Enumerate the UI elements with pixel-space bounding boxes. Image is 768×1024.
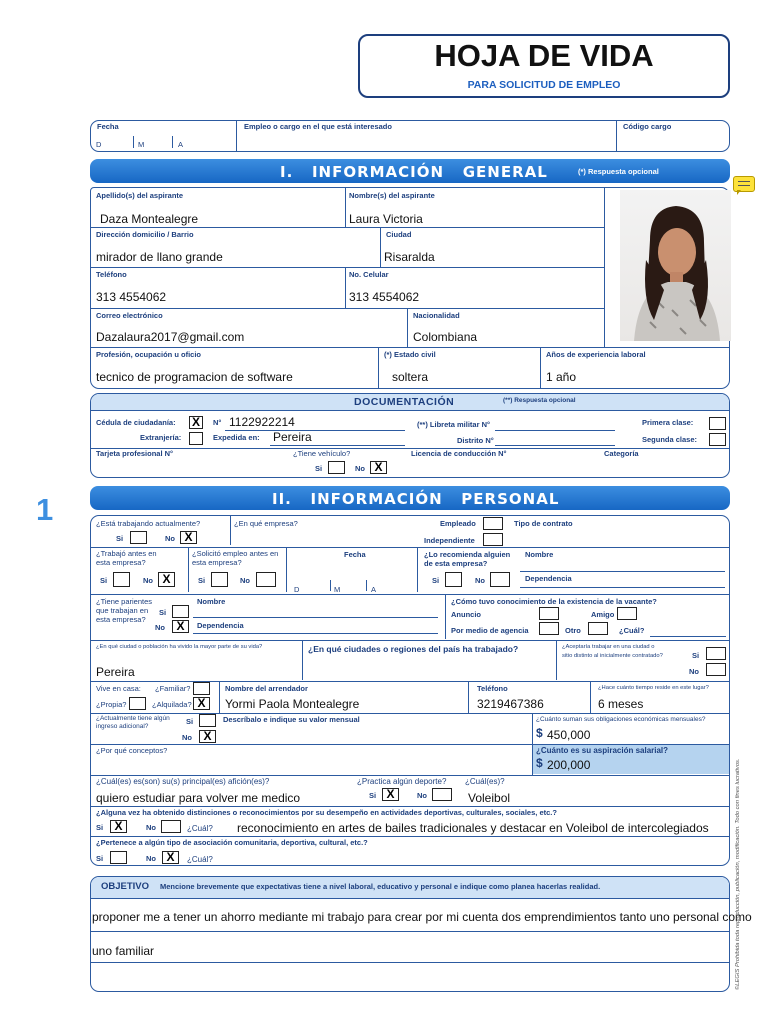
aceptaria-si-label: Si [692, 651, 700, 660]
margin-number: 1 [36, 492, 54, 527]
independiente-label: Independiente [424, 536, 475, 545]
otro-label: Otro [565, 626, 581, 635]
solicito-fecha-m: M [334, 585, 341, 594]
categoria-label: Categoría [604, 449, 639, 458]
distinciones-no-label: No [146, 823, 156, 832]
nombres-label: Nombre(s) del aspirante [349, 191, 435, 200]
primera-clase-checkbox[interactable] [709, 417, 726, 430]
tiempo-question: ¿Hace cuánto tiempo reside en este lugar? [598, 685, 709, 691]
civil-label: (*) Estado civil [384, 350, 436, 359]
aceptaria-no-checkbox[interactable] [706, 663, 726, 676]
deporte-cual-question: ¿Cuál(es)? [465, 777, 505, 786]
segunda-clase-label: Segunda clase: [642, 435, 698, 444]
propia-label: ¿Propia? [96, 700, 127, 709]
telefono-value[interactable]: 313 4554062 [96, 290, 167, 304]
propia-checkbox[interactable] [129, 697, 146, 710]
trabajando-si-checkbox[interactable] [130, 531, 147, 544]
direccion-value[interactable]: mirador de llano grande [96, 250, 223, 264]
distinciones-value[interactable]: reconocimiento en artes de bailes tradicionales y destacar en Voleibol de intercolegiados [237, 821, 709, 835]
recomienda-no-checkbox[interactable] [490, 572, 510, 587]
page-subtitle: PARA SOLICITUD DE EMPLEO [467, 79, 621, 91]
aceptaria-no-label: No [689, 667, 699, 676]
contrato-label: Tipo de contrato [514, 519, 573, 528]
extranjeria-label: Extranjería: [140, 433, 182, 442]
parientes-no-checkbox[interactable]: X [172, 620, 189, 633]
apellidos-label: Apellido(s) del aspirante [96, 191, 184, 200]
agencia-checkbox[interactable] [539, 622, 559, 635]
trabajo-antes-si-label: Si [100, 576, 108, 585]
expedida-value[interactable]: Pereira [273, 430, 312, 444]
aceptaria-si-checkbox[interactable] [706, 647, 726, 660]
arrendador-telefono-label: Teléfono [477, 684, 508, 693]
obligaciones-value[interactable]: 450,000 [547, 728, 591, 742]
direccion-label: Dirección domicilio / Barrio [96, 230, 194, 239]
recomienda-nombre-label: Nombre [525, 550, 554, 559]
solicito-q2: esta empresa? [192, 558, 242, 567]
recomienda-dependencia-label: Dependencia [525, 574, 572, 583]
celular-label: No. Celular [349, 270, 389, 279]
vehiculo-no-label: No [355, 464, 365, 473]
parientes-si-label: Si [159, 608, 167, 617]
parientes-nombre-label: Nombre [197, 597, 226, 606]
recomienda-si-label: Si [432, 576, 440, 585]
civil-value[interactable]: soltera [392, 370, 429, 384]
asociacion-si-checkbox[interactable] [110, 851, 127, 864]
deporte-question: ¿Practica algún deporte? [357, 777, 447, 786]
deporte-si-label: Si [369, 791, 377, 800]
trabajando-no-label: No [165, 534, 175, 543]
section-personal-title: II. INFORMACIÓN PERSONAL [272, 490, 560, 508]
section-general-title: I. INFORMACIÓN GENERAL [280, 163, 548, 181]
cedula-checkbox[interactable]: X [189, 416, 203, 429]
vehiculo-no-checkbox[interactable]: X [370, 461, 387, 474]
trabajando-no-checkbox[interactable]: X [180, 531, 197, 544]
aficion-question: ¿Cuál(es) es(son) su(s) principal(es) afición(es)? [96, 777, 270, 786]
ingreso-no-label: No [182, 733, 192, 742]
trabajo-antes-q1: ¿Trabajó antes en [96, 549, 157, 558]
obligaciones-question: ¿Cuánto suman sus obligaciones económicas mensuales? [536, 716, 706, 723]
trabajo-antes-si-checkbox[interactable] [113, 572, 130, 587]
distrito-label: Distrito N° [457, 436, 494, 445]
arrendador-value[interactable]: Yormi Paola Montealegre [225, 697, 360, 711]
asociacion-no-checkbox[interactable]: X [162, 851, 179, 864]
conceptos-question: ¿Por qué conceptos? [96, 746, 168, 755]
ciudad-vivido-value[interactable]: Pereira [96, 665, 135, 679]
vive-question: Vive en casa: [96, 684, 141, 693]
ingreso-q1: ¿Actualmente tiene algún [96, 715, 170, 722]
trabajo-antes-q2: esta empresa? [96, 558, 146, 567]
parientes-q1: ¿Tiene parientes [96, 597, 153, 606]
solicito-si-label: Si [198, 576, 206, 585]
solicito-fecha-label: Fecha [344, 550, 366, 559]
otro-cual-label: ¿Cuál? [619, 626, 645, 635]
licencia-label: Licencia de conducción N° [411, 449, 507, 458]
solicito-no-checkbox[interactable] [256, 572, 276, 587]
trabajo-antes-no-label: No [143, 576, 153, 585]
aceptaria-q1: ¿Aceptaría trabajar en una ciudad o [562, 644, 655, 650]
arrendador-telefono-value[interactable]: 3219467386 [477, 697, 544, 711]
parientes-no-label: No [155, 623, 165, 632]
parientes-q2: que trabajan en [96, 606, 149, 615]
agencia-label: Por medio de agencia [451, 626, 529, 635]
distinciones-si-label: Si [96, 823, 104, 832]
correo-value[interactable]: Dazalaura2017@gmail.com [96, 330, 245, 344]
vehiculo-si-label: Si [315, 464, 323, 473]
telefono-label: Teléfono [96, 270, 127, 279]
distinciones-si-checkbox[interactable]: X [110, 820, 127, 833]
empleado-checkbox[interactable] [483, 517, 503, 530]
asociacion-no-label: No [146, 854, 156, 863]
empresa-question: ¿En qué empresa? [234, 519, 298, 528]
celular-value[interactable]: 313 4554062 [349, 290, 420, 304]
fecha-label: Fecha [97, 122, 119, 131]
amigo-label: Amigo [591, 610, 615, 619]
section-general-note: (*) Respuesta opcional [578, 167, 659, 176]
distinciones-question: ¿Alguna vez ha obtenido distinciones o reconocimientos por su desempeño en actividades deportivas, culturales, sociales, etc.? [96, 808, 557, 817]
recomienda-no-label: No [475, 576, 485, 585]
solicito-no-label: No [240, 576, 250, 585]
arrendador-label: Nombre del arrendador [225, 684, 308, 693]
nacionalidad-label: Nacionalidad [413, 311, 460, 320]
recomienda-si-checkbox[interactable] [445, 572, 462, 587]
solicito-q1: ¿Solicitó empleo antes en [192, 549, 279, 558]
anuncio-label: Anuncio [451, 610, 481, 619]
solicito-si-checkbox[interactable] [211, 572, 228, 587]
familiar-label: ¿Familiar? [155, 684, 191, 693]
distinciones-no-checkbox[interactable] [161, 820, 181, 833]
vehiculo-label: ¿Tiene vehículo? [293, 449, 351, 458]
recomienda-q2: de esta empresa? [424, 559, 488, 568]
apellidos-value[interactable]: Daza Montealegre [100, 212, 199, 226]
libreta-label: (**) Libreta militar N° [417, 420, 491, 429]
distinciones-cual-label: ¿Cuál? [187, 824, 213, 833]
fecha-a: A [178, 140, 184, 149]
nombres-value[interactable]: Laura Victoria [349, 212, 423, 226]
deporte-value[interactable]: Voleibol [468, 791, 511, 805]
expedida-label: Expedida en: [213, 433, 260, 442]
aspiracion-dollar: $ [536, 756, 543, 770]
solicito-fecha-d: D [294, 585, 300, 594]
aspiracion-value[interactable]: 200,000 [547, 758, 591, 772]
anuncio-checkbox[interactable] [539, 607, 559, 620]
objetivo-label: OBJETIVO [101, 881, 150, 892]
ingreso-si-checkbox[interactable] [199, 714, 216, 727]
comment-icon[interactable] [733, 176, 755, 192]
side-copyright: ©LEGIS Prohibida toda reproducción, publicación, modificación. Todo con fines lucrativos. [735, 758, 741, 990]
aficion-value[interactable]: quiero estudiar para volver me medico [96, 791, 301, 805]
ciudades-trabajado-question: ¿En qué ciudades o regiones del país ha trabajado? [308, 644, 519, 654]
trabajando-si-label: Si [116, 534, 124, 543]
asociacion-si-label: Si [96, 854, 104, 863]
objetivo-line-1[interactable]: proponer me a tener un ahorro mediante mi trabajo para crear por mi cuenta dos emprendimientos tanto uno personal como [92, 910, 752, 924]
fecha-m: M [138, 140, 145, 149]
deporte-no-checkbox[interactable] [432, 788, 452, 801]
tarjeta-label: Tarjeta profesional N° [96, 449, 174, 458]
objetivo-line-2[interactable]: uno familiar [92, 944, 155, 958]
parientes-dependencia-label: Dependencia [197, 621, 244, 630]
segunda-clase-checkbox[interactable] [709, 433, 726, 446]
ciudad-value[interactable]: Risaralda [384, 250, 435, 264]
conocimiento-question: ¿Cómo tuvo conocimiento de la existencia de la vacante? [451, 597, 657, 606]
trabajo-antes-no-checkbox[interactable]: X [158, 572, 175, 587]
recomienda-q1: ¿Lo recomienda alguien [424, 550, 511, 559]
parientes-si-checkbox[interactable] [172, 605, 189, 618]
ingreso-q2: ingreso adicional? [96, 723, 149, 730]
experiencia-value[interactable]: 1 año [546, 370, 577, 384]
obligaciones-dollar: $ [536, 726, 543, 740]
alquilada-label: ¿Alquilada? [152, 700, 192, 709]
aspiracion-question: ¿Cuánto es su aspiración salarial? [536, 746, 669, 755]
extranjeria-checkbox[interactable] [189, 432, 203, 445]
codigo-label: Código cargo [623, 122, 672, 131]
cedula-value[interactable]: 1122922214 [229, 415, 295, 429]
primera-clase-label: Primera clase: [642, 418, 694, 427]
solicito-fecha-a: A [371, 585, 377, 594]
cedula-label: Cédula de ciudadanía: [96, 418, 176, 427]
documentation-title: DOCUMENTACIÓN [354, 396, 455, 408]
objetivo-prompt: Mencione brevemente que expectativas tiene a nivel laboral, educativo y personal e indique como planea hacerlas realidad. [160, 882, 601, 891]
deporte-no-label: No [417, 791, 427, 800]
experiencia-label: Años de experiencia laboral [546, 350, 646, 359]
empleado-label: Empleado [440, 519, 476, 528]
applicant-photo [620, 190, 731, 341]
deporte-si-checkbox[interactable]: X [382, 788, 399, 801]
ingreso-si-label: Si [186, 717, 194, 726]
fecha-d: D [96, 140, 102, 149]
profesion-label: Profesión, ocupación u oficio [96, 350, 202, 359]
trabajando-question: ¿Está trabajando actualmente? [96, 519, 201, 528]
profesion-value[interactable]: tecnico de programacion de software [96, 370, 293, 384]
describalo-label: Descríbalo e indique su valor mensual [223, 715, 360, 724]
correo-label: Correo electrónico [96, 311, 163, 320]
vehiculo-si-checkbox[interactable] [328, 461, 345, 474]
cedula-no-label: N° [213, 418, 222, 427]
ingreso-no-checkbox[interactable]: X [199, 730, 216, 743]
asociacion-question: ¿Pertenece a algún tipo de asociación comunitaria, deportiva, cultural, etc.? [96, 838, 368, 847]
asociacion-cual-label: ¿Cuál? [187, 855, 213, 864]
page-title: HOJA DE VIDA [434, 38, 654, 73]
otro-checkbox[interactable] [588, 622, 608, 635]
tiempo-value[interactable]: 6 meses [598, 697, 644, 711]
amigo-checkbox[interactable] [617, 607, 637, 620]
independiente-checkbox[interactable] [483, 533, 503, 546]
familiar-checkbox[interactable] [193, 682, 210, 695]
empleo-label: Empleo o cargo en el que está interesado [244, 122, 392, 131]
aceptaria-q2: sitio distinto al inicialmente contratado? [562, 653, 663, 659]
nacionalidad-value[interactable]: Colombiana [413, 330, 478, 344]
ciudad-vivido-question: ¿En qué ciudad o población ha vivido la mayor parte de su vida? [96, 644, 263, 650]
parientes-q3: esta empresa? [96, 615, 146, 624]
ciudad-label: Ciudad [386, 230, 412, 239]
alquilada-checkbox[interactable]: X [193, 697, 210, 710]
documentation-note: (**) Respuesta opcional [503, 397, 576, 404]
